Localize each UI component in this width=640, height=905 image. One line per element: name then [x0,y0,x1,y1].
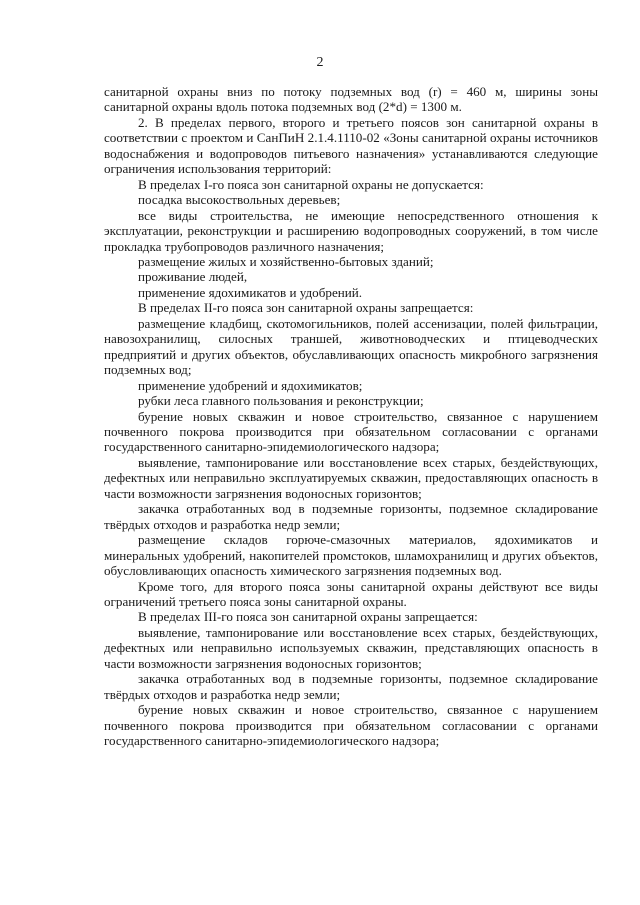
paragraph: размещение кладбищ, скотомогильников, полей ассенизации, полей фильтрации, навозохранилищ, силосных траншей, животноводческих и птицеводческих предприятий и других объектов, обуславливающих опасность микробного загрязнения подземных вод; [104,315,598,378]
paragraph: Кроме того, для второго пояса зоны санитарной охраны действуют все виды ограничений третьего пояса зоны санитарной охраны. [104,578,598,609]
page-number: 2 [316,55,324,70]
paragraph: бурение новых скважин и новое строительство, связанное с нарушением почвенного покрова производится при обязательном согласовании с органами государственного санитарно-эпидемиологического надзора; [104,702,598,749]
paragraph: размещение жилых и хозяйственно-бытовых зданий; [138,253,434,269]
paragraph: проживание людей, [138,269,248,285]
paragraph: закачка отработанных вод в подземные горизонты, подземное складирование твёрдых отходов и разработка недр земли; [104,501,598,532]
paragraph: рубки леса главного пользования и реконструкции; [138,393,424,409]
paragraph: закачка отработанных вод в подземные горизонты, подземное складирование твёрдых отходов и разработка недр земли; [104,671,598,702]
paragraph: 2. В пределах первого, второго и третьего поясов зон санитарной охраны в соответствии с проектом и СанПиН 2.1.4.1110-02 «Зоны санитарной охраны источников водоснабжения и водопроводов питьевого назначения» устанавливаются следующие ограничения использования территорий: [104,114,598,177]
paragraph: применение ядохимикатов и удобрений. [138,284,363,300]
paragraph: выявление, тампонирование или восстановление всех старых, бездействующих, дефектных или неправильно эксплуатируемых скважин, предоставляющих опасность в части возможности загрязнения водоносных горизонтов; [104,454,598,501]
paragraph: применение удобрений и ядохимикатов; [138,377,363,393]
paragraph: В пределах III-го пояса зон санитарной охраны запрещается: [138,609,478,625]
paragraph: В пределах I-го пояса зон санитарной охраны не допускается: [138,176,484,192]
paragraph: бурение новых скважин и новое строительство, связанное с нарушением почвенного покрова производится при обязательном согласовании с органами государственного санитарно-эпидемиологического надзора; [104,408,598,455]
paragraph: размещение складов горюче-смазочных материалов, ядохимикатов и минеральных удобрений, накопителей промстоков, шламохранилищ и других объектов, обусловливающих опасность химического загрязнения подземных вод. [104,532,598,579]
paragraph: В пределах II-го пояса зон санитарной охраны запрещается: [138,300,474,316]
paragraph: выявление, тампонирование или восстановление всех старых, бездействующих, дефектных или неправильно используемых скважин, представляющих опасность в части возможности загрязнения водоносных горизонтов; [104,624,598,671]
paragraph: все виды строительства, не имеющие непосредственного отношения к эксплуатации, реконструкции и расширению водопроводных сооружений, в том числе прокладка трубопроводов различного назначения; [104,207,598,254]
paragraph: санитарной охраны вниз по потоку подземных вод (r) = 460 м, ширины зоны санитарной охраны вдоль потока подземных вод (2*d) = 1300 м. [104,84,598,115]
document-body [104,84,598,748]
paragraph: посадка высокоствольных деревьев; [138,192,341,208]
